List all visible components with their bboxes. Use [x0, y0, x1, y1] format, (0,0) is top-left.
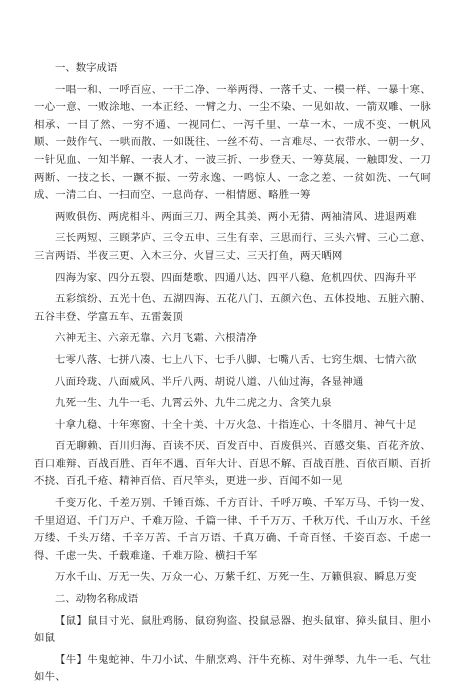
paragraph-san: 三长两短、三顾茅庐、三令五申、三生有幸、三思而行、三头六臂、三心二意、三言两语、半夜三更、入木三分、火冒三丈、三天打鱼，两天晒网 — [34, 232, 431, 262]
paragraph-qian: 千变万化、千差万别、千锤百炼、千方百计、千呼万唤、千军万马、千钧一发、千里迢迢、千门万户、千难万险、千篇一律、千千万万、千秋万代、千山万水、千丝万缕、千头万绪、千辛万苦、千言万语、千真万确、千奇百怪、千姿百态、千虑一得、千虑一失、千载难逢、千难万险、横扫千军 — [34, 497, 431, 562]
paragraph-jiu: 九死一生、九牛一毛、九霄云外、九牛二虎之力、含笑九泉 — [55, 397, 332, 410]
section-heading-animals: 二、动物名称成语 — [55, 593, 139, 606]
paragraph-si: 四海为家、四分五裂、四面楚歌、四通八达、四平八稳、危机四伏、四海升平 — [55, 271, 417, 284]
paragraph-qi: 七零八落、七拼八凑、七上八下、七手八脚、七嘴八舌、七窍生烟、七情六欲 — [55, 353, 417, 366]
section-heading-numbers: 一、数字成语 — [55, 62, 118, 74]
paragraph-ox: 【牛】牛鬼蛇神、牛刀小试、牛鼎烹鸡、汗牛充栋、对牛弹琴、九牛一毛、气壮如牛、 — [34, 653, 431, 684]
paragraph-bai: 百无聊赖、百川归海、百读不厌、百发百中、百废俱兴、百感交集、百花齐放、百口难辩、百战百胜、百年不遇、百年大计、百思不解、百战百胜、百依百顺、百折不挠、百孔千疮、精神百倍、百尺竿头，更进一步、百闻不如一见 — [34, 440, 431, 488]
paragraph-liang: 两败俱伤、两虎相斗、两面三刀、两全其美、两小无猜、两袖清风、进退两难 — [55, 210, 417, 223]
paragraph-wu: 五彩缤纷、五光十色、五湖四海、五花八门、五颜六色、五体投地、五脏六腑、五谷丰登、学富五车、五雷轰顶 — [34, 293, 431, 323]
paragraph-wan: 万水千山、万无一失、万众一心、万紫千红、万死一生、万籁俱寂、瞬息万变 — [55, 571, 417, 584]
paragraph-rat: 【鼠】鼠目寸光、鼠肚鸡肠、鼠窃狗盗、投鼠忌器、抱头鼠窜、獐头鼠目、胆小如鼠 — [34, 614, 431, 645]
paragraph-shi: 十拿九稳、十年寒窗、十全十美、十万火急、十指连心、十冬腊月、神气十足 — [55, 418, 417, 431]
paragraph-liu: 六神无主、六亲无靠、六月飞霜、六根清净 — [55, 332, 258, 345]
paragraph-ba: 八面玲珑、八面威风、半斤八两、胡说八道、八仙过海，各显神通 — [55, 375, 364, 388]
paragraph-yi: 一唱一和、一呼百应、一干二净、一举两得、一落千丈、一模一样、一暴十寒、一心一意、一败涂地、一本正经、一臂之力、一尘不染、一见如故、一箭双雕、一脉相承、一目了然、一穷不通、一视同仁、一泻千里、一草一木、一成不变、一帆风顺、一鼓作气、一哄而散、一如既往、一丝不苟、一言难尽、一衣带水、一朝一夕、一针见血、一知半解、一表人才、一波三折、一步登天、一筹莫展、一触即发、一刀两断、一技之长、一蹶不振、一劳永逸、一鸣惊人、一念之差、一贫如洗、一气呵成、一清二白、一扫而空、一息尚存、一相情愿、略胜一筹 — [34, 83, 431, 202]
